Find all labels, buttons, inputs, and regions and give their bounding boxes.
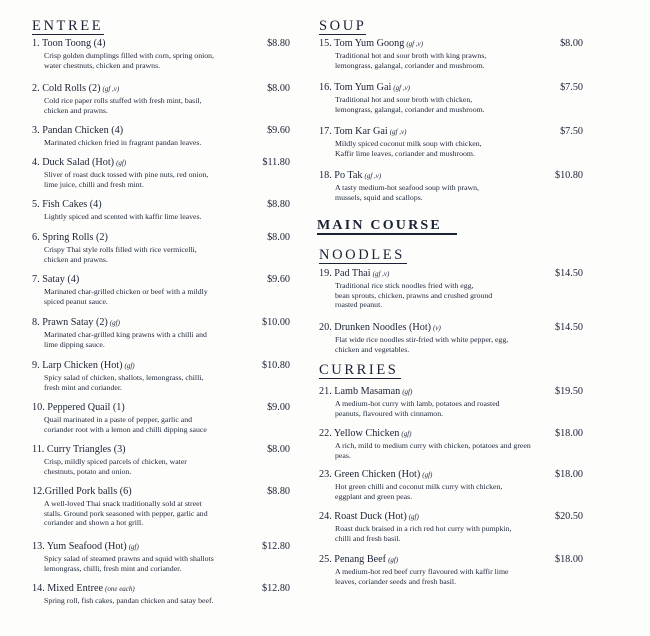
menu-item	[32, 541, 290, 573]
item-name: 17. Tom Kar Gai	[319, 126, 388, 137]
menu-item	[32, 83, 290, 115]
menu-item	[32, 274, 290, 306]
item-price: $8.80	[267, 199, 290, 210]
menu-item	[32, 38, 290, 70]
item-price: $8.00	[560, 38, 583, 49]
item-price: $10.80	[261, 360, 290, 371]
item-description: Spicy salad of chicken, shallots, lemongrass, chilli, fresh mint and coriander.	[44, 373, 204, 392]
item-name: 8. Prawn Satay (2)	[32, 317, 108, 328]
item-price: $19.50	[554, 386, 583, 397]
item-description: A medium-hot curry with lamb, potatoes and roasted peanuts, flavoured with cinnamon.	[335, 399, 500, 418]
item-tag: (gf)	[402, 388, 413, 396]
item-description: Crisp, mildly spiced parcels of chicken, water chestnuts, potato and onion.	[44, 457, 187, 476]
item-description: Traditional hot and sour broth with chicken, lemongrass, galangal, coriander and mushroom.	[335, 95, 485, 114]
item-price: $18.00	[554, 469, 583, 480]
item-name: 16. Tom Yum Gai	[319, 82, 392, 93]
menu-item	[319, 38, 583, 70]
item-price: $8.00	[267, 444, 290, 455]
item-description: Marinated chicken fried in fragrant pandan leaves.	[44, 138, 202, 147]
menu-item	[319, 386, 583, 418]
item-description: Marinated char-grilled chicken or beef with a mildly spiced peanut sauce.	[44, 287, 208, 306]
item-name: 20. Drunken Noodles (Hot)	[319, 322, 432, 333]
item-price: $8.00	[267, 232, 290, 243]
item-name: 25. Penang Beef	[319, 554, 387, 565]
menu-item	[32, 232, 290, 264]
item-tag: (gf)	[128, 543, 139, 551]
item-name: 10. Peppered Quail (1)	[32, 402, 125, 413]
entree-heading: ENTREE	[32, 18, 104, 34]
item-description: Roast duck braised in a rich red hot curry with pumpkin, chilli and fresh basil.	[335, 524, 512, 543]
menu-item	[32, 402, 290, 434]
item-name: 18. Po Tak	[319, 170, 363, 181]
item-description: A well-loved Thai snack traditionally sold at street stalls. Ground pork seasoned with pepper, garlic and coriander and shown a hot grill.	[44, 499, 208, 528]
item-description: Traditional hot and sour broth with king prawns, lemongrass, galangal, coriander and mushroom.	[335, 51, 487, 70]
item-tag: (one each)	[105, 585, 135, 593]
item-description: Marinated char-grilled king prawns with a chilli and lime dipping sauce.	[44, 330, 207, 349]
item-tag: (gf ,v)	[372, 270, 390, 278]
menu-item	[32, 317, 290, 349]
soup-heading: SOUP	[319, 18, 367, 34]
item-name: 19. Pad Thai	[319, 268, 371, 279]
item-name: 13. Yum Seafood (Hot)	[32, 541, 127, 552]
item-description: Sliver of roast duck tossed with pine nuts, red onion, lime juice, chilli and fresh mint.	[44, 170, 209, 189]
item-price: $10.80	[554, 170, 583, 181]
menu-item	[32, 360, 290, 392]
item-price: $9.00	[267, 402, 290, 413]
item-price: $18.00	[554, 554, 583, 565]
item-tag: (gf)	[109, 319, 120, 327]
item-tag: (gf)	[408, 513, 419, 521]
item-name: 14. Mixed Entree	[32, 583, 104, 594]
item-name: 4. Duck Salad (Hot)	[32, 157, 115, 168]
item-price: $14.50	[554, 268, 583, 279]
item-price: $10.00	[261, 317, 290, 328]
noodles-heading: NOODLES	[319, 248, 407, 264]
item-price: $14.50	[554, 322, 583, 333]
item-description: Spring roll, fish cakes, pandan chicken and satay beef.	[44, 596, 214, 605]
item-tag: (gf ,v)	[389, 128, 407, 136]
menu-item	[32, 583, 290, 606]
item-name: 1. Toon Toong (4)	[32, 38, 106, 49]
item-tag: (gf ,v)	[406, 40, 424, 48]
menu-item	[319, 170, 583, 202]
item-price: $9.60	[267, 274, 290, 285]
item-description: A medium-hot red beef curry flavoured with kaffir lime leaves, coriander seeds and fresh basil.	[335, 567, 509, 586]
item-price: $9.60	[267, 125, 290, 136]
item-tag: (gf)	[388, 556, 399, 564]
main-course-heading: MAIN COURSE	[317, 218, 457, 235]
item-name: 11. Curry Triangles (3)	[32, 444, 126, 455]
item-description: Flat wide rice noodles stir-fried with white pepper, egg, chicken and vegetables.	[335, 335, 509, 354]
menu-item	[319, 268, 583, 310]
item-tag: (gf ,v)	[364, 172, 382, 180]
menu-item	[32, 157, 290, 189]
item-tag: (gf)	[401, 430, 412, 438]
item-description: Crisp golden dumplings filled with corn, spring onion, water chestnuts, chicken and prawns.	[44, 51, 215, 70]
item-name: 15. Tom Yum Goong	[319, 38, 405, 49]
item-description: Spicy salad of steamed prawns and squid with shallots lemongrass, chilli, fresh mint and coriander.	[44, 554, 214, 573]
item-price: $8.80	[267, 38, 290, 49]
menu-item	[319, 428, 583, 460]
item-price: $12.80	[261, 583, 290, 594]
item-description: A tasty medium-hot seafood soup with prawn, mussels, squid and scallops.	[335, 183, 480, 202]
item-name: 12.Grilled Pork balls (6)	[32, 486, 132, 497]
menu-item	[319, 469, 583, 501]
item-tag: (v)	[433, 324, 441, 332]
menu-item	[319, 126, 583, 158]
item-price: $8.00	[267, 83, 290, 94]
curries-heading: CURRIES	[319, 363, 401, 379]
item-price: $18.00	[554, 428, 583, 439]
menu-item	[319, 82, 583, 114]
item-name: 6. Spring Rolls (2)	[32, 232, 108, 243]
item-price: $12.80	[261, 541, 290, 552]
item-tag: (gf ,v)	[393, 84, 411, 92]
item-description: Quail marinated in a paste of pepper, garlic and coriander root with a lemon and chilli dipping sauce	[44, 415, 207, 434]
item-price: $7.50	[560, 82, 583, 93]
item-price: $7.50	[560, 126, 583, 137]
menu-item	[319, 554, 583, 586]
item-description: Lightly spiced and scented with kaffir lime leaves.	[44, 212, 202, 221]
item-tag: (gf)	[116, 159, 127, 167]
item-price: $11.80	[262, 157, 290, 168]
item-name: 5. Fish Cakes (4)	[32, 199, 102, 210]
item-name: 24. Roast Duck (Hot)	[319, 511, 407, 522]
item-description: Hot green chilli and coconut milk curry with chicken, eggplant and green peas.	[335, 482, 503, 501]
menu-item	[32, 125, 290, 148]
item-price: $8.80	[267, 486, 290, 497]
item-name: 2. Cold Rolls (2)	[32, 83, 101, 94]
item-name: 3. Pandan Chicken (4)	[32, 125, 124, 136]
item-name: 23. Green Chicken (Hot)	[319, 469, 421, 480]
item-name: 9. Larp Chicken (Hot)	[32, 360, 123, 371]
menu-item	[319, 322, 583, 354]
item-description: Cold rice paper rolls stuffed with fresh mint, basil, chicken and prawns.	[44, 96, 202, 115]
menu-item	[32, 486, 290, 528]
item-price: $20.50	[554, 511, 583, 522]
item-description: Mildly spiced coconut milk soup with chicken, Kaffir lime leaves, coriander and mushroom.	[335, 139, 482, 158]
item-tag: (gf)	[422, 471, 433, 479]
menu-item	[32, 444, 290, 476]
menu-item	[319, 511, 583, 543]
item-tag: (gf)	[124, 362, 135, 370]
item-description: Traditional rice stick noodles fried with egg, bean sprouts, chicken, prawns and crushed ground roasted peanut.	[335, 281, 493, 310]
item-name: 22. Yellow Chicken	[319, 428, 400, 439]
item-description: A rich, mild to medium curry with chicken, potatoes and green peas.	[335, 441, 531, 460]
item-name: 21. Lamb Masaman	[319, 386, 401, 397]
item-name: 7. Satay (4)	[32, 274, 80, 285]
item-tag: (gf ,v)	[102, 85, 120, 93]
menu-item	[32, 199, 290, 222]
item-description: Crispy Thai style rolls filled with rice vermicelli, chicken and prawns.	[44, 245, 197, 264]
